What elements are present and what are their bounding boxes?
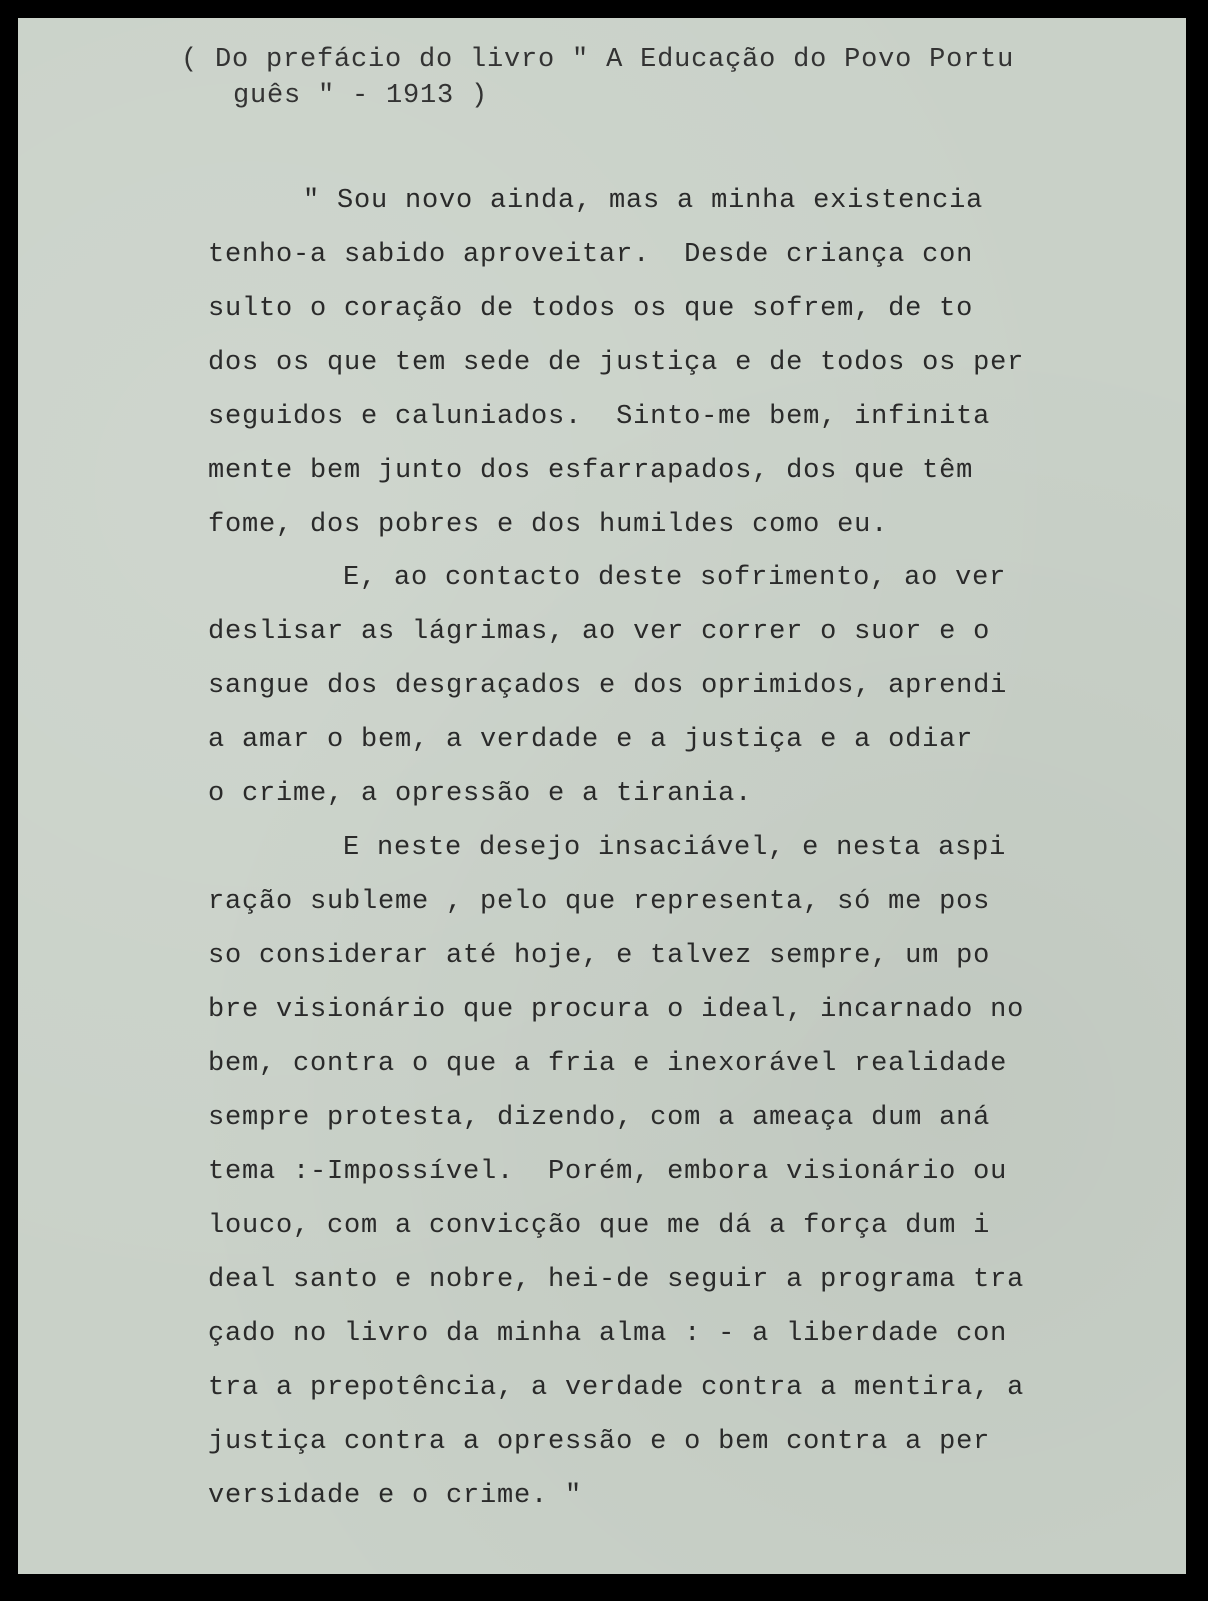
body-line: sangue dos desgraçados e dos oprimidos, aprendi <box>208 671 1008 701</box>
body-line: louco, com a convicção que me dá a força dum i <box>208 1211 991 1241</box>
body-line: sulto o coração de todos os que sofrem, de to <box>208 294 974 324</box>
preface-header-line: guês " - 1913 ) <box>233 81 489 111</box>
body-line: tra a prepotência, a verdade contra a mentira, a <box>208 1373 1025 1403</box>
body-line: ração subleme , pelo que representa, só me pos <box>208 887 991 917</box>
body-line: bre visionário que procura o ideal, incarnado no <box>208 995 1025 1025</box>
body-line: çado no livro da minha alma : - a liberdade con <box>208 1319 1008 1349</box>
typewritten-page <box>18 18 1186 1574</box>
body-line: so considerar até hoje, e talvez sempre, um po <box>208 941 991 971</box>
body-line: o crime, a opressão e a tirania. <box>208 779 753 809</box>
body-line: justiça contra a opressão e o bem contra a per <box>208 1427 991 1457</box>
body-line: a amar o bem, a verdade e a justiça e a odiar <box>208 725 974 755</box>
body-line: versidade e o crime. " <box>208 1481 583 1511</box>
body-line: mente bem junto dos esfarrapados, dos que têm <box>208 456 974 486</box>
body-line: fome, dos pobres e dos humildes como eu. <box>208 510 889 540</box>
body-line: deslisar as lágrimas, ao ver correr o suor e o <box>208 617 991 647</box>
preface-header-line: ( Do prefácio do livro " A Educação do Povo Portu <box>181 45 1015 75</box>
body-line: deal santo e nobre, hei-de seguir a programa tra <box>208 1265 1025 1295</box>
body-line: tema :-Impossível. Porém, embora visionário ou <box>208 1157 1008 1187</box>
body-line: dos os que tem sede de justiça e de todos os per <box>208 348 1025 378</box>
body-line: sempre protesta, dizendo, com a ameaça dum aná <box>208 1103 991 1133</box>
body-line: E neste desejo insaciável, e nesta aspi <box>343 833 1007 863</box>
body-line: E, ao contacto deste sofrimento, ao ver <box>343 563 1007 593</box>
body-line: " Sou novo ainda, mas a minha existencia <box>303 186 984 216</box>
body-line: seguidos e caluniados. Sinto-me bem, infinita <box>208 402 991 432</box>
body-line: tenho-a sabido aproveitar. Desde criança con <box>208 240 974 270</box>
body-line: bem, contra o que a fria e inexorável realidade <box>208 1049 1008 1079</box>
